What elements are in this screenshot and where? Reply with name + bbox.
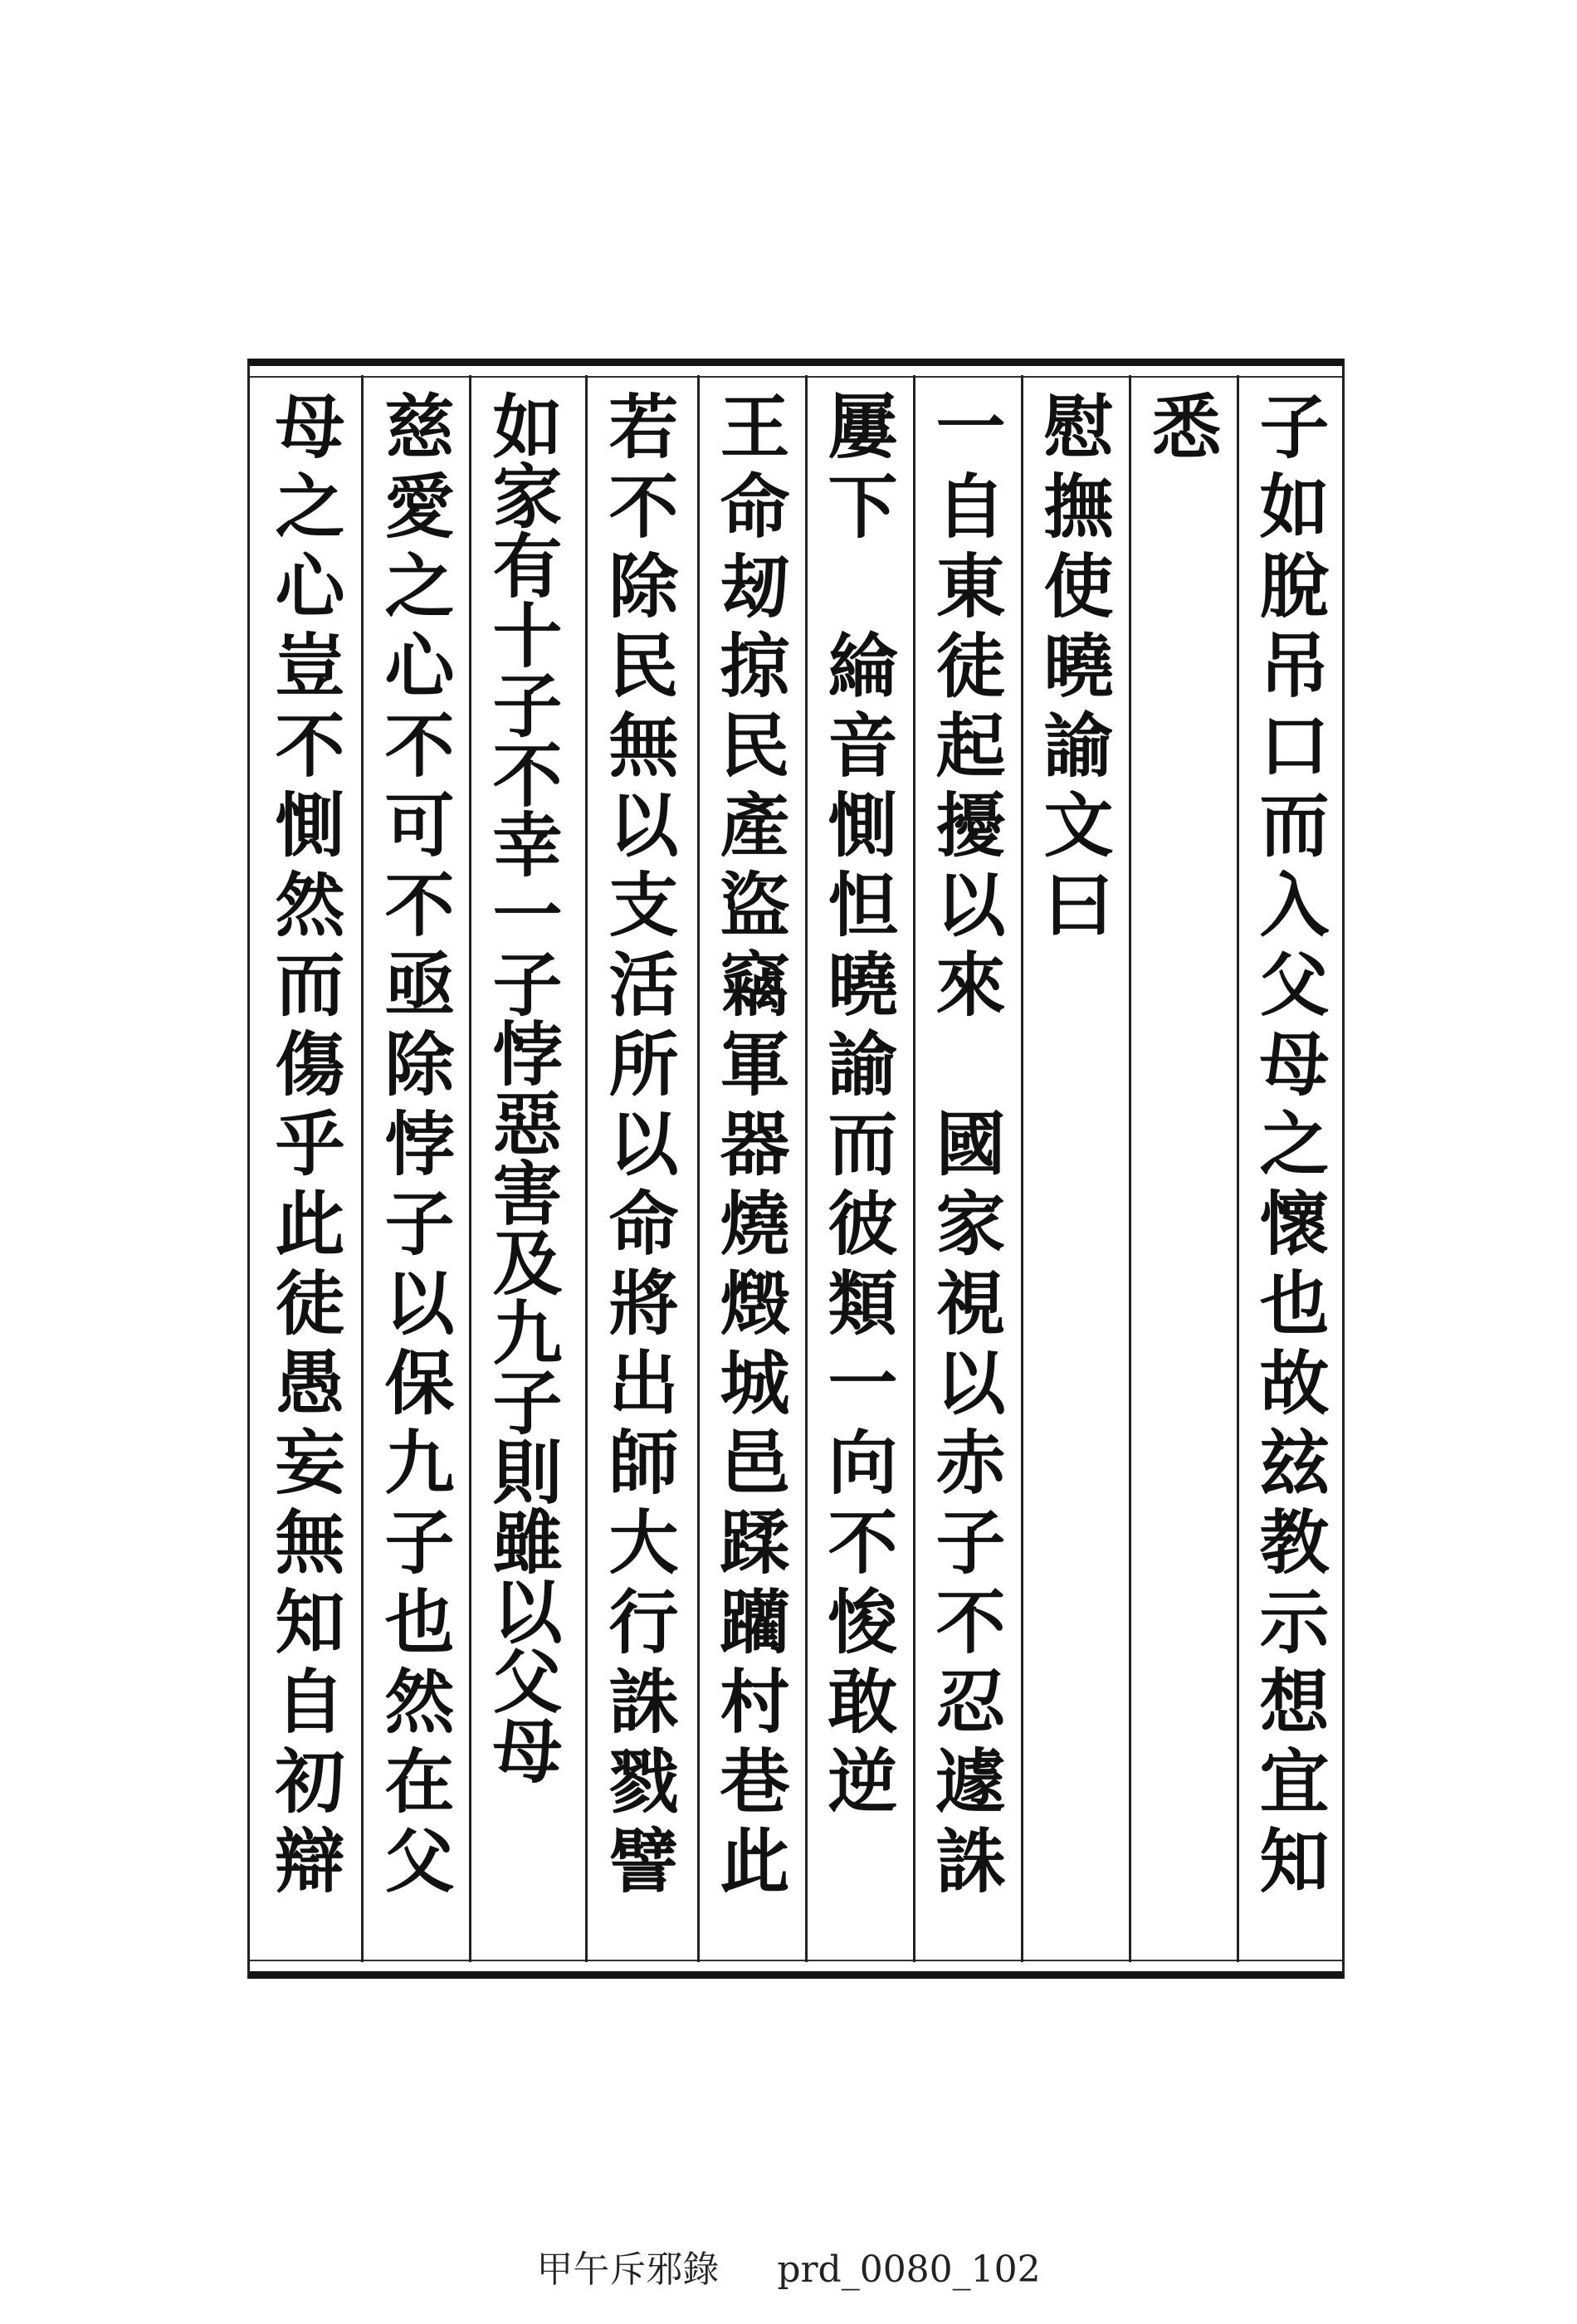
- caption-title: 甲午斥邪錄: [536, 2248, 720, 2291]
- text-column-6: [699, 390, 800, 1942]
- column-heading: 慰撫使曉諭文曰: [1033, 390, 1115, 948]
- text-column-3: [1023, 390, 1124, 1942]
- caption-id: prd_0080_102: [777, 2248, 1041, 2291]
- text-column-1: [1238, 390, 1340, 1942]
- page-caption: [0, 2239, 1577, 2292]
- text-column-2: [1130, 390, 1232, 1942]
- column-text: 若不除民無以支活所以命將出師大行誅戮譬: [598, 390, 680, 1904]
- column-text: 王命刼掠民產盜竊軍器燒燬城邑蹂躪村巷此: [709, 390, 791, 1904]
- text-column-7: [588, 390, 689, 1942]
- text-column-9: [364, 390, 465, 1942]
- text-column-10: [254, 390, 355, 1942]
- column-text: 母之心豈不惻然而傷乎此徒愚妄無知自初辯: [264, 390, 346, 1904]
- column-text: 子如脫吊口而入父母之懷也故玆教示想宜知: [1248, 390, 1330, 1904]
- text-column-4: [915, 390, 1016, 1942]
- column-text: 一自東徒起擾以來 國家視以赤子不忍遽誅: [925, 390, 1007, 1904]
- column-text: 悉: [1140, 390, 1223, 470]
- text-column-5: [807, 390, 908, 1942]
- column-text: 屢下 綸音惻怛曉諭而彼類一向不悛敢逆: [817, 390, 899, 1824]
- column-text: 慈愛之心不可不亟除悖子以保九子也然在父: [374, 390, 456, 1904]
- text-column-8: [471, 390, 573, 1942]
- column-text: 如家有十子不幸一子悖惡害及九子則雖以父母: [481, 390, 564, 1784]
